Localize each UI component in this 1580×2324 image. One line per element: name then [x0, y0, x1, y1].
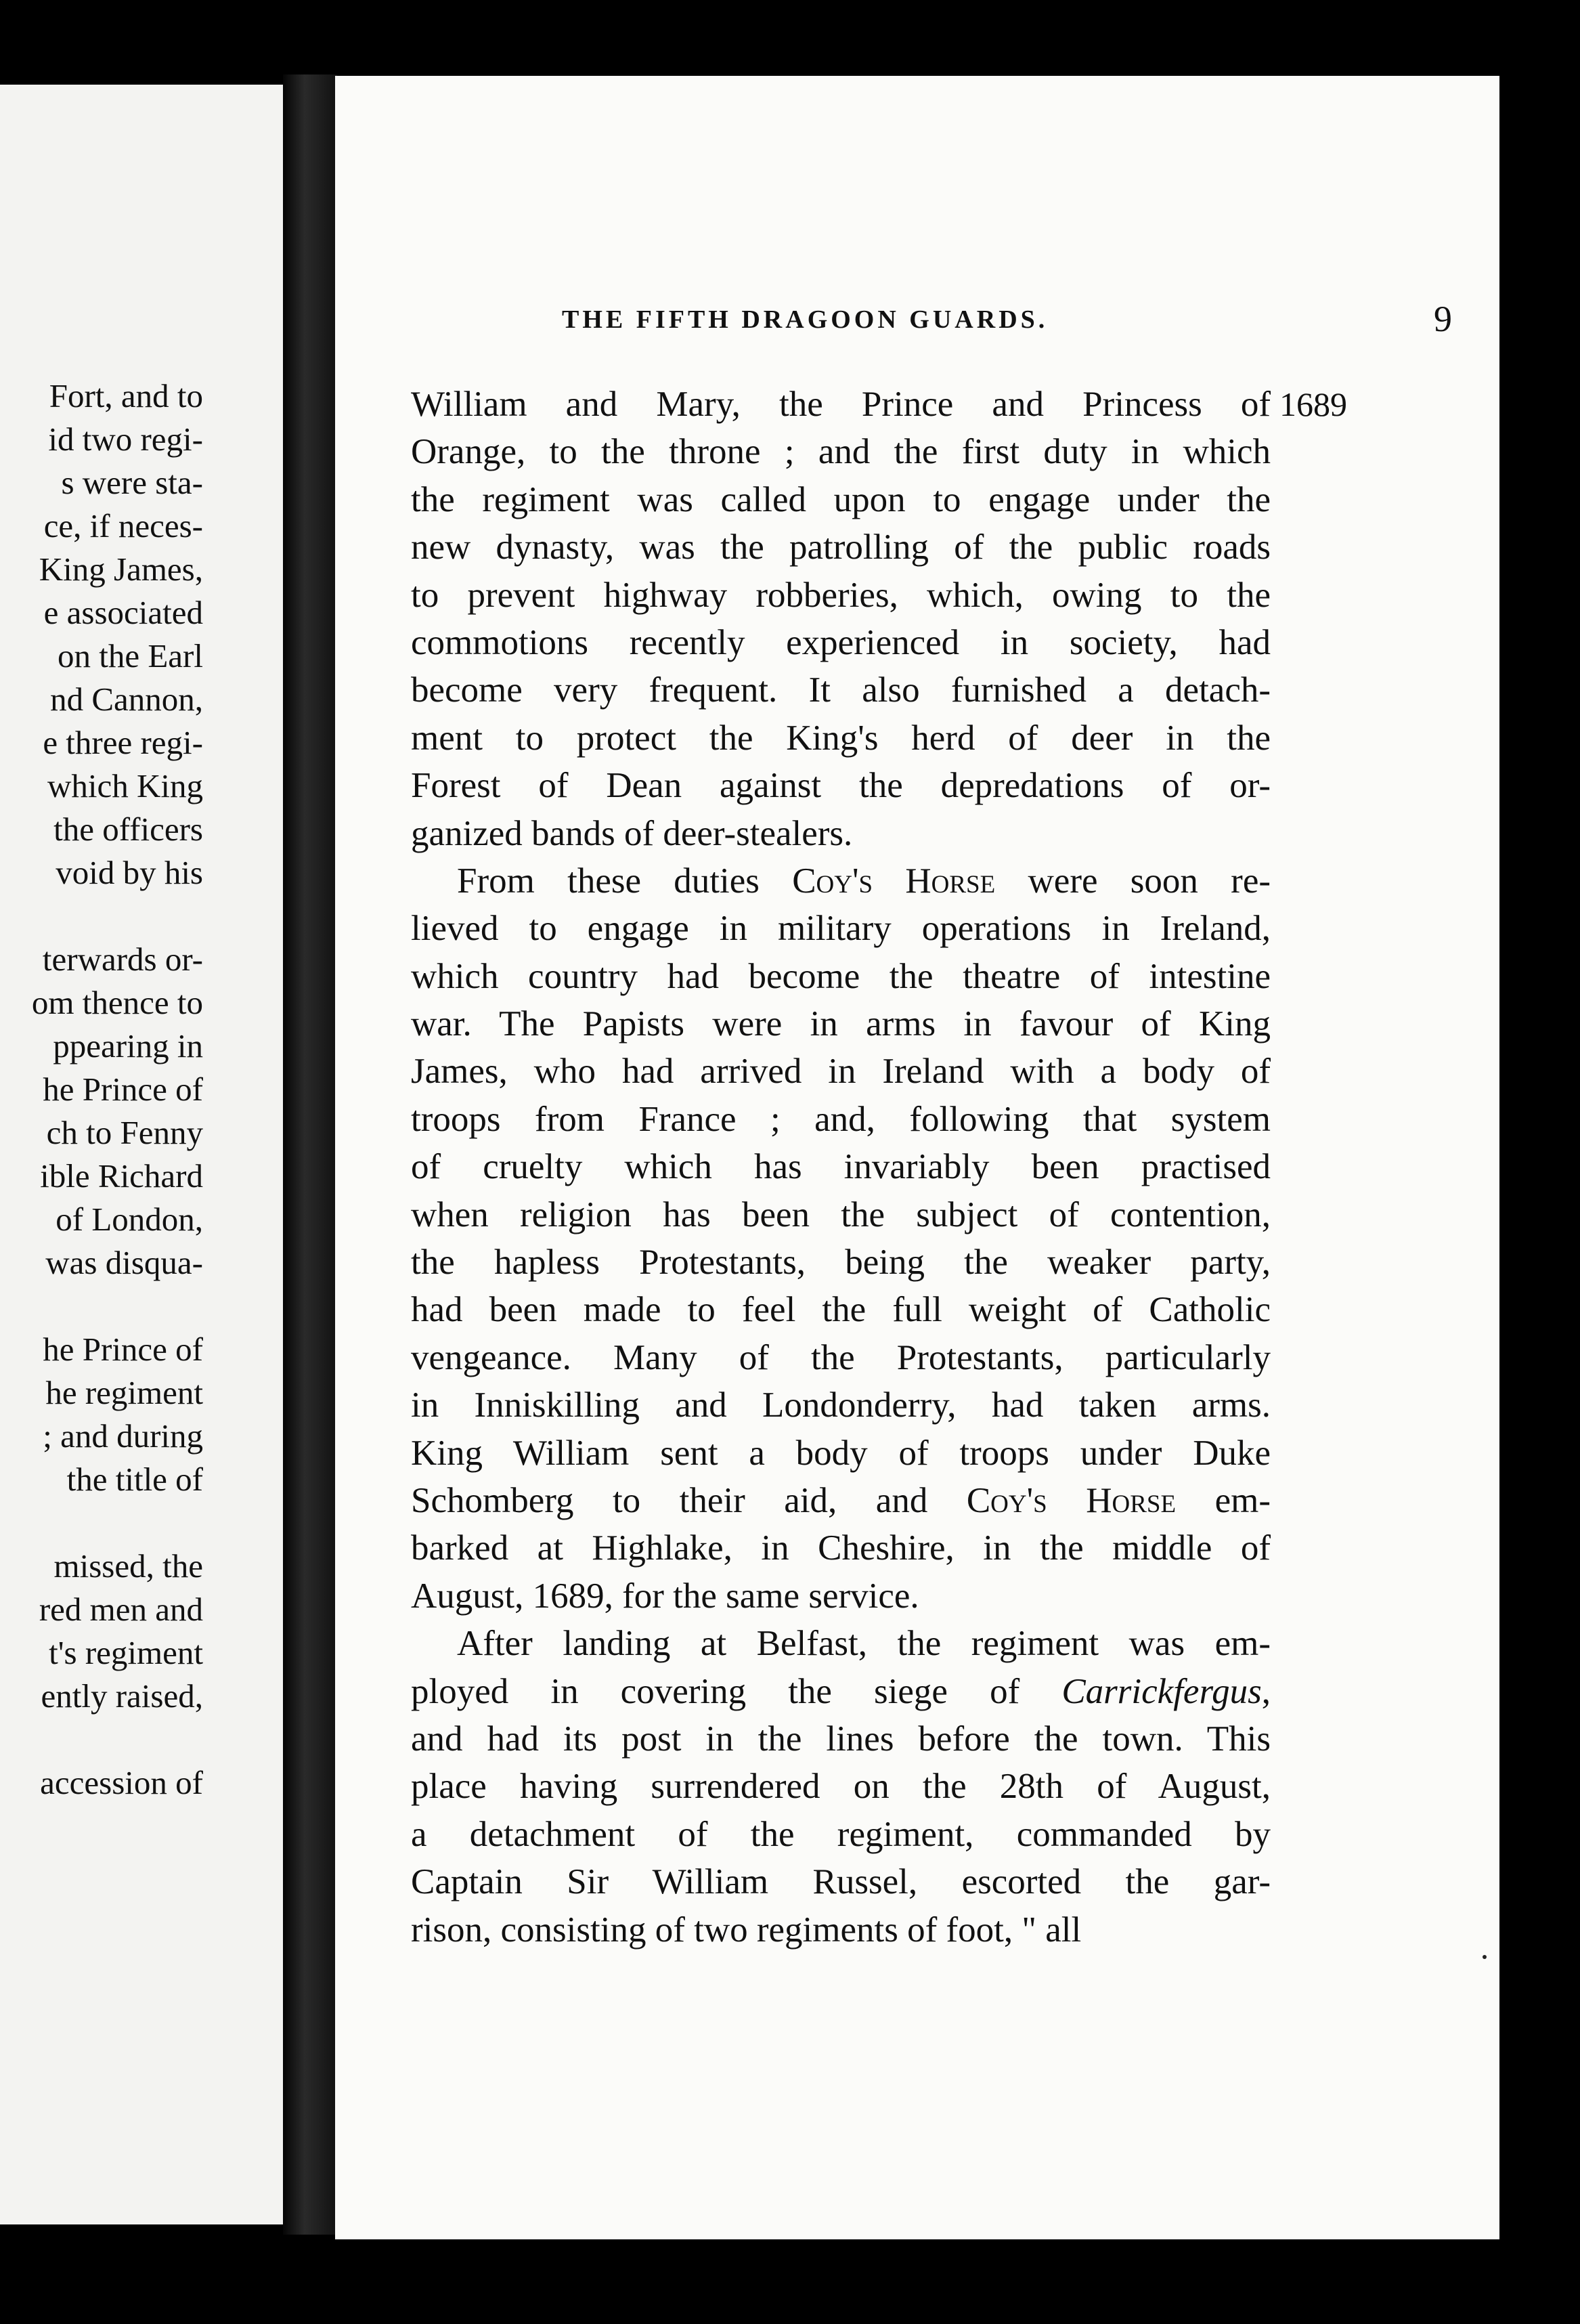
regiment-name: Coy's Horse [792, 861, 996, 901]
text-line: William and Mary, the Prince and Princess of [411, 385, 1271, 424]
text-line: barked at Highlake, in Cheshire, in the middle of [411, 1528, 1271, 1568]
page-number: 9 [1434, 299, 1452, 339]
text-line: in Inniskilling and Londonderry, had taken arms. [411, 1385, 1271, 1425]
left-page-line: terwards or- [42, 941, 203, 978]
text-line: and had its post in the lines before the town. This [411, 1719, 1271, 1759]
left-page-line: id two regi- [48, 421, 203, 458]
text-line: of cruelty which has invariably been practised [411, 1147, 1271, 1187]
text-line: vengeance. Many of the Protestants, particularly [411, 1337, 1271, 1377]
text-line: which country had become the theatre of intestine [411, 956, 1271, 996]
left-page-line: ce, if neces- [43, 507, 203, 544]
body-text [411, 381, 1271, 1954]
speck [1483, 1955, 1487, 1959]
text-line: King William sent a body of troops under Duke [411, 1433, 1271, 1473]
left-page-line: the officers [53, 811, 203, 848]
text-line: a detachment of the regiment, commanded by [411, 1814, 1271, 1854]
left-page-line: accession of [40, 1764, 203, 1801]
place-name: Carrickfergus [1061, 1671, 1262, 1711]
text-line: to prevent highway robberies, which, owing to the [411, 575, 1271, 615]
left-page-line: of London, [56, 1201, 203, 1238]
text-line: when religion has been the subject of contention, [411, 1195, 1271, 1234]
left-page-line: he Prince of [43, 1071, 203, 1108]
text-line: Captain Sir William Russel, escorted the gar- [411, 1862, 1271, 1902]
text-line: rison, consisting of two regiments of foot, " all [411, 1910, 1082, 1950]
left-page-line: nd Cannon, [50, 681, 203, 718]
text-line: the regiment was called upon to engage under the [411, 479, 1271, 519]
left-page-line: e associated [43, 594, 203, 631]
left-page-line: he regiment [45, 1374, 203, 1411]
text-line: James, who had arrived in Ireland with a body of [411, 1052, 1271, 1092]
text-line: had been made to feel the full weight of Catholic [411, 1290, 1271, 1330]
running-head [562, 299, 1452, 352]
text-line: ment to protect the King's herd of deer in the [411, 718, 1271, 758]
running-head-title: THE FIFTH DRAGOON GUARDS. [562, 305, 1049, 334]
text-line: After landing at Belfast, the regiment was em- [457, 1624, 1271, 1664]
text-line: place having surrendered on the 28th of August, [411, 1767, 1271, 1807]
book-spine [283, 74, 337, 2235]
text-line: war. The Papists were in arms in favour of King [411, 1004, 1271, 1044]
paragraph [411, 381, 1271, 857]
margin-year: 1689 [1279, 385, 1347, 423]
left-page-line: t's regiment [49, 1634, 203, 1671]
left-page-line: was disqua- [45, 1244, 203, 1281]
left-page-line: on the Earl [58, 637, 203, 674]
text-line: the hapless Protestants, being the weaker party, [411, 1243, 1271, 1283]
text-line: become very frequent. It also furnished a detach- [411, 670, 1271, 710]
left-page-line: ; and during [43, 1417, 203, 1455]
left-page-line: s were sta- [61, 464, 203, 501]
left-page-line: he Prince of [43, 1331, 203, 1368]
left-page [0, 85, 283, 2224]
text-line: lieved to engage in military operations in Ireland, [411, 909, 1271, 949]
left-page-line: which King [47, 767, 203, 804]
left-page-line: om thence to [31, 984, 203, 1021]
regiment-name: Coy's Horse [966, 1480, 1177, 1520]
left-page-line: red men and [39, 1591, 203, 1628]
text-line: Schomberg to their aid, and Coy's Horse em- [411, 1480, 1271, 1520]
left-page-line: Fort, and to [49, 377, 203, 414]
text-line: Forest of Dean against the depredations of or- [411, 766, 1271, 806]
left-page-line: ppearing in [53, 1027, 203, 1064]
paragraph [411, 1620, 1271, 1954]
left-page-line: e three regi- [43, 724, 203, 761]
left-page-line: ently raised, [41, 1677, 203, 1715]
text-line: commotions recently experienced in society, had [411, 622, 1271, 662]
text-line: Orange, to the throne ; and the first duty in which [411, 432, 1271, 472]
text-line: August, 1689, for the same service. [411, 1576, 919, 1616]
left-page-line: ch to Fenny [46, 1114, 203, 1151]
left-page-line: void by his [56, 854, 203, 891]
left-page-line: missed, the [53, 1547, 203, 1585]
left-page-line: the title of [66, 1461, 203, 1498]
text-line: troops from France ; and, following that system [411, 1099, 1271, 1139]
text-line: ployed in covering the siege of Carrickfergus, [411, 1671, 1271, 1711]
left-page-line: ible Richard [40, 1157, 203, 1195]
paragraph [411, 857, 1271, 1620]
text-line: new dynasty, was the patrolling of the public roads [411, 528, 1271, 567]
text-line: ganized bands of deer-stealers. [411, 813, 853, 853]
left-page-line: King James, [39, 551, 203, 588]
right-page [335, 76, 1499, 2239]
text-line: From these duties Coy's Horse were soon re- [457, 861, 1271, 901]
